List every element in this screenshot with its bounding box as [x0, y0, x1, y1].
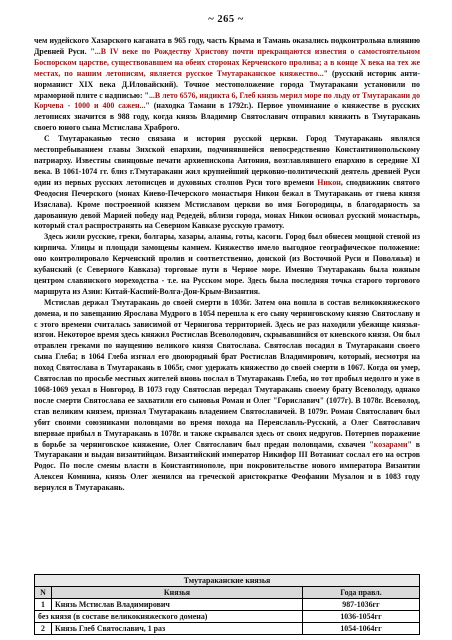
row-prince-name: Князь Мстислав Владимирович	[52, 599, 303, 611]
table-row	[35, 623, 420, 635]
paragraph-1-text-a: чем иудейского Хазарского каганата в 965 году, часть Крыма и Тамань оказались подконтрольна влиянию Древней Руси. "	[34, 36, 420, 56]
paragraph-4	[34, 298, 420, 494]
highlight-kozary: козарами	[373, 439, 408, 449]
quote-inscription: ...В лето 6576, индикта 6, Глеб князь мерил море по льду от Тмутаракани до Корчева - 1000 и 400 сажен...	[34, 90, 421, 111]
row-years: 987-1036гг	[303, 599, 420, 611]
princes-table	[34, 574, 420, 635]
header-princes: Князья	[52, 587, 303, 599]
body-text	[34, 36, 420, 494]
princes-table-wrap	[34, 574, 420, 635]
paragraph-4-text-b: " в Тмутаракани и выдан византийцам. Византийский император Никифор III Вотаниат сослал его на остров Родос. По после смены власти в Константинополе, при покровительстве нового императора Византии Алексея Комнина, князь Олег женился на греческой аристократке Феофании Музалон и в 1083 году вернулся в Тмутаракань.	[34, 439, 420, 493]
paragraph-3: Здесь жили русские, греки, болгары, хазары, аланы, готы, касоги. Город был обнесен мощной стеной из кирпича. Улицы и площади замощены камнем. Княжество имело выгодное географическое положение: оно контролировало Керченский пролив и соответственно, донской (из Восточной Руси и Поволжья) и кубанский (с Северного Кавказа) торговые пути в Черное море. Именно Тмутаракань была южным центром славянского мореходства - т.е. на Русском море. Здесь была последняя точка старого торгового маршрута из Азии: Китай-Каспий-Волга-Дон-Крым-Византия.	[34, 232, 420, 296]
highlight-nikon: Никон	[317, 177, 341, 187]
table-header-row	[35, 587, 420, 599]
paragraph-1	[34, 36, 420, 134]
page-number: ~ 265 ~	[208, 14, 244, 25]
row-number: 2	[35, 623, 52, 635]
row-number: 1	[35, 599, 52, 611]
paragraph-2-text-b: , сподвижник святого Феодосия Печерского (монах Киево-Печерского монастыря Никон бежал в Тмутаракань от гнева князя Изяслава). Кроме построенной князем Мстиславом церкви во имя Богородицы, в благодарность за дарованную девой Марией победу над Редедей, вблизи города, монах Никон основал русский монастырь, который стал распространять на Северном Кавказе русскую грамоту.	[34, 177, 421, 231]
quote-ilovaisky: ...В IV веке по Рождеству Христову почти прекращаются известия о самостоятельном Боспорском царстве, существовавшем на обеих сторонах Керченского пролива; а в конце X века на тех же местах, по нашим летописям, является русское Тмутараканское княжество...	[34, 46, 420, 78]
paragraph-2-text-a: С Тмутараканью тесно связана и история русской церкви. Город Тмутаракань являлся местопребыванием главы Зихской епархии, подчинявшейся непосредственно Константинопольскому патриарху. Известны свинцовые печати архиепископа Антония, возглавлявшего епархию в середине XI века. В 1061-1074 гг. близ г.Тмутаракани жил крупнейший церковно-политический деятель древней Руси один из первых русских летописцев и духовных столпов Руси того времени	[34, 134, 420, 187]
table-row	[35, 599, 420, 611]
table-caption: Тмутараканские князья	[35, 575, 420, 587]
header-number: N	[35, 587, 52, 599]
paragraph-1-text-c: " (находка Тамани в 1792г.). Первое упоминание о княжестве в русских летописях значится в 988 году, когда князь Владимир Святославич отправил княжить в Тмутаракань своего юного сына Мстислава Храброго.	[34, 101, 421, 133]
paragraph-4-text-a: Мстислав держал Тмутаракань до своей смерти в 1036г. Затем она вошла в состав великокняжеского домена, и по завещанию Ярослава Мудрого в 1054 перешла к его сыну черниговскому князю Святославу и с этого времени считалась зависимой от Чернигова территорией. Здесь не раз находили убежище князья-изгои. Некоторое время здесь княжил Ростислав Всеволодович, скрывавшийся от киевского князя. Он был отравлен греками по наущению великого князя Святослава. Святослав посадил в Тмутаракани своего сына Глеба; в 1064 Глеба изгнал его двоюродный брат Ростислав Владимирович, который, несмотря на поход Святослава в Тмутаракань в 1065г, смог удержать княжество до своей смерти в 1067. Когда он умер, Святослав по просьбе местных жителей вновь послал в Тмутаракань Глеба, но тот пробыл недолго и уже в 1068-1069 уехал в Новгород. В 1073 году Святослав передал Тмутаракань своему брату Всеволоду, однако после смерти Святослава ее захватили его сыновья Роман и Олег "Гориславич" (1077г). В 1078г. Всеволод, став великим князем, признал Тмутаракань владением Святославичей. В 1079г. Роман Святославич был убит своими союзниками половцами во время похода на Переяславль-Русский, а Олег Святославич впервые прибыл в Тмутаракань в 1078г. и также скрывался здесь от своих недругов. Потерпев поражение в борьбе за черниговское княжение, Олег Святославич был предан половцами, схвачен "	[34, 297, 420, 449]
row-years: 1054-1064гг	[303, 623, 420, 635]
paragraph-2	[34, 134, 420, 232]
row-note: без князя (в составе великокняжеского домена)	[35, 611, 303, 623]
paragraph-1-text-b: " (русский историк анти-норманист XIX века Д.Иловайский). Точное местоположение города Тмутаракани установили по мраморной плите с надписью: "	[34, 68, 420, 100]
header-years: Года правл.	[303, 587, 420, 599]
row-prince-name: Князь Глеб Святославич, 1 раз	[52, 623, 303, 635]
row-years: 1036-1054гг	[303, 611, 420, 623]
table-row	[35, 611, 420, 623]
